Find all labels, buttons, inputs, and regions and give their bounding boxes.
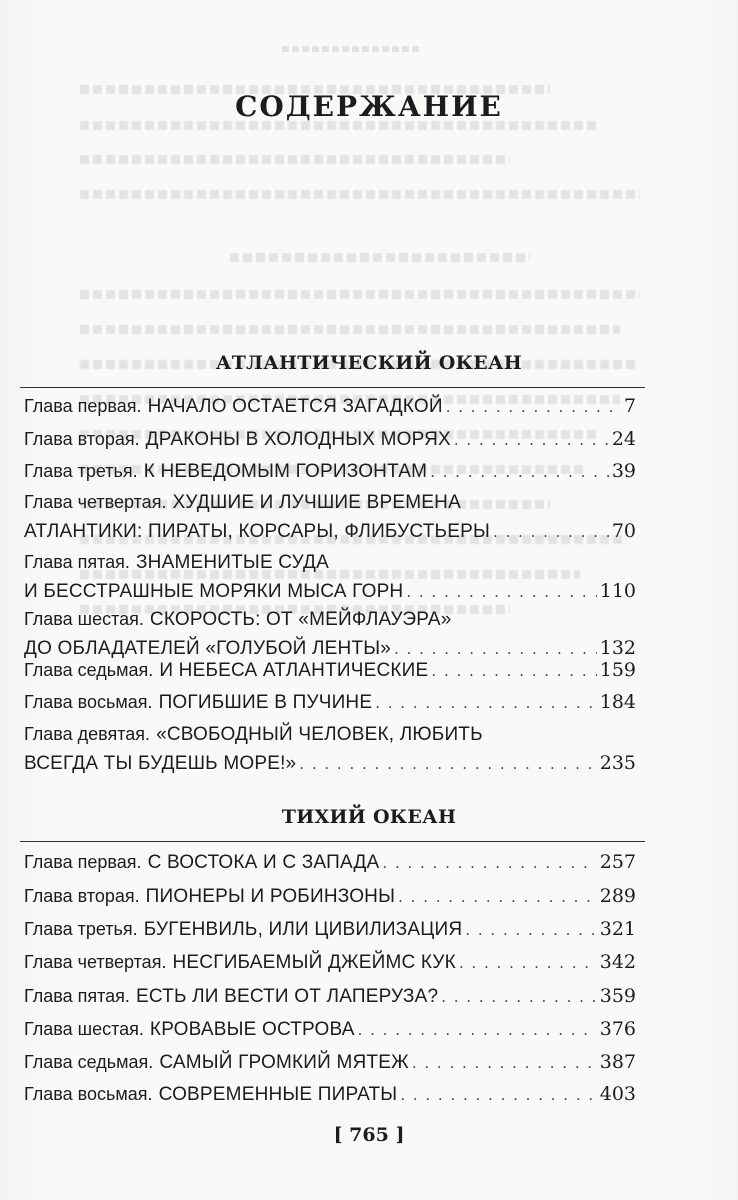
toc-entry[interactable]	[24, 425, 636, 455]
page-ref: 110	[599, 580, 636, 602]
toc-entry[interactable]	[24, 882, 636, 912]
page-number: [ 765 ]	[333, 1124, 405, 1146]
chapter-label: Глава седьмая.	[24, 660, 154, 680]
page-ref: 359	[599, 985, 636, 1007]
chapter-title: И НЕБЕСА АТЛАНТИЧЕСКИЕ	[159, 660, 429, 681]
chapter-label: Глава четвертая.	[24, 492, 167, 512]
toc-entry[interactable]	[24, 392, 636, 422]
dot-leader	[454, 426, 609, 455]
dot-leader	[431, 657, 596, 686]
chapter-title: ПОГИБШИЕ В ПУЧИНЕ	[158, 692, 373, 713]
chapter-title: «СВОБОДНЫЙ ЧЕЛОВЕК, ЛЮБИТЬ	[156, 724, 483, 745]
chapter-label: Глава восьмая.	[24, 1084, 153, 1104]
chapter-title: НАЧАЛО ОСТАЕТСЯ ЗАГАДКОЙ	[147, 396, 443, 417]
chapter-label: Глава шестая.	[24, 609, 144, 629]
page-ref: 7	[623, 395, 636, 417]
chapter-title: К НЕВЕДОМЫМ ГОРИЗОНТАМ	[143, 461, 428, 482]
chapter-title: И БЕССТРАШНЫЕ МОРЯКИ МЫСА ГОРН	[24, 581, 404, 602]
page-ref: 387	[599, 1051, 636, 1073]
toc-entry[interactable]	[24, 1080, 636, 1110]
toc-entry[interactable]	[24, 488, 636, 547]
dot-leader	[299, 750, 596, 779]
dot-leader	[459, 949, 597, 978]
chapter-title: БУГЕНВИЛЬ, ИЛИ ЦИВИЛИЗАЦИЯ	[143, 919, 463, 940]
chapter-title: АТЛАНТИКИ: ПИРАТЫ, КОРСАРЫ, ФЛИБУСТЬЕРЫ	[24, 521, 490, 542]
dot-leader	[358, 1016, 597, 1045]
page-ref: 39	[611, 460, 636, 482]
dot-leader	[375, 689, 597, 718]
chapter-label: Глава вторая.	[24, 429, 140, 449]
chapter-title: СКОРОСТЬ: ОТ «МЕЙФЛАУЭРА»	[149, 609, 452, 630]
toc-entry[interactable]	[24, 548, 636, 607]
dot-leader	[406, 578, 596, 607]
chapter-title: НЕСГИБАЕМЫЙ ДЖЕЙМС КУК	[172, 952, 456, 973]
toc-entry[interactable]	[24, 948, 636, 978]
page-ref: 235	[599, 752, 636, 774]
dot-leader	[465, 916, 596, 945]
toc-entry[interactable]	[24, 688, 636, 718]
toc-entry[interactable]	[24, 457, 636, 487]
toc-entry[interactable]	[24, 982, 636, 1012]
dot-leader	[441, 983, 597, 1012]
dot-leader	[493, 518, 609, 547]
chapter-label: Глава пятая.	[24, 986, 130, 1006]
chapter-title: ЗНАМЕНИТЫЕ СУДА	[135, 552, 329, 573]
bleed-through-header	[282, 46, 422, 52]
dot-leader	[398, 883, 597, 912]
page-ref: 376	[599, 1018, 636, 1040]
chapter-label: Глава вторая.	[24, 886, 140, 906]
section-heading-pacific: ТИХИЙ ОКЕАН	[281, 806, 457, 828]
chapter-label: Глава первая.	[24, 396, 142, 416]
toc-entry[interactable]	[24, 915, 636, 945]
page-ref: 403	[599, 1083, 636, 1105]
chapter-title: ДРАКОНЫ В ХОЛОДНЫХ МОРЯХ	[145, 429, 451, 450]
toc-entry[interactable]	[24, 1048, 636, 1078]
chapter-title: ЕСТЬ ЛИ ВЕСТИ ОТ ЛАПЕРУЗА?	[135, 986, 439, 1007]
chapter-title: ПИОНЕРЫ И РОБИНЗОНЫ	[145, 886, 396, 907]
page-ref: 342	[599, 951, 636, 973]
dot-leader	[446, 393, 621, 422]
toc-entry[interactable]	[24, 1015, 636, 1045]
chapter-label: Глава третья.	[24, 461, 138, 481]
chapter-label: Глава седьмая.	[24, 1052, 154, 1072]
page-ref: 289	[599, 885, 636, 907]
chapter-label: Глава пятая.	[24, 552, 130, 572]
dot-leader	[400, 1081, 596, 1110]
chapter-label: Глава девятая.	[24, 724, 151, 744]
page-ref: 184	[599, 691, 636, 713]
dot-leader	[430, 458, 609, 487]
page-ref: 159	[599, 659, 636, 681]
section-divider	[20, 387, 645, 388]
chapter-title: СОВРЕМЕННЫЕ ПИРАТЫ	[158, 1084, 398, 1105]
chapter-title: ДО ОБЛАДАТЕЛЕЙ «ГОЛУБОЙ ЛЕНТЫ»	[24, 638, 392, 659]
dot-leader	[412, 1049, 597, 1078]
dot-leader	[382, 849, 596, 878]
chapter-label: Глава четвертая.	[24, 952, 167, 972]
chapter-label: Глава шестая.	[24, 1019, 144, 1039]
page-ref: 24	[611, 428, 636, 450]
chapter-title: КРОВАВЫЕ ОСТРОВА	[149, 1019, 355, 1040]
chapter-title: САМЫЙ ГРОМКИЙ МЯТЕЖ	[159, 1052, 409, 1073]
toc-entry[interactable]	[24, 720, 636, 779]
chapter-title: ХУДШИЕ И ЛУЧШИЕ ВРЕМЕНА	[172, 492, 461, 513]
chapter-title: С ВОСТОКА И С ЗАПАДА	[147, 852, 380, 873]
page-ref: 257	[599, 851, 636, 873]
section-divider	[20, 841, 645, 842]
section-heading-atlantic: АТЛАНТИЧЕСКИЙ ОКЕАН	[215, 352, 523, 374]
page-ref: 321	[599, 918, 636, 940]
chapter-label: Глава первая.	[24, 852, 142, 872]
toc-entry[interactable]	[24, 656, 636, 686]
page-ref: 132	[599, 637, 636, 659]
chapter-title: ВСЕГДА ТЫ БУДЕШЬ МОРЕ!»	[24, 753, 297, 774]
page-title: СОДЕРЖАНИЕ	[235, 90, 503, 123]
chapter-label: Глава восьмая.	[24, 692, 153, 712]
chapter-label: Глава третья.	[24, 919, 138, 939]
toc-entry[interactable]	[24, 848, 636, 878]
page-ref: 70	[611, 520, 636, 542]
